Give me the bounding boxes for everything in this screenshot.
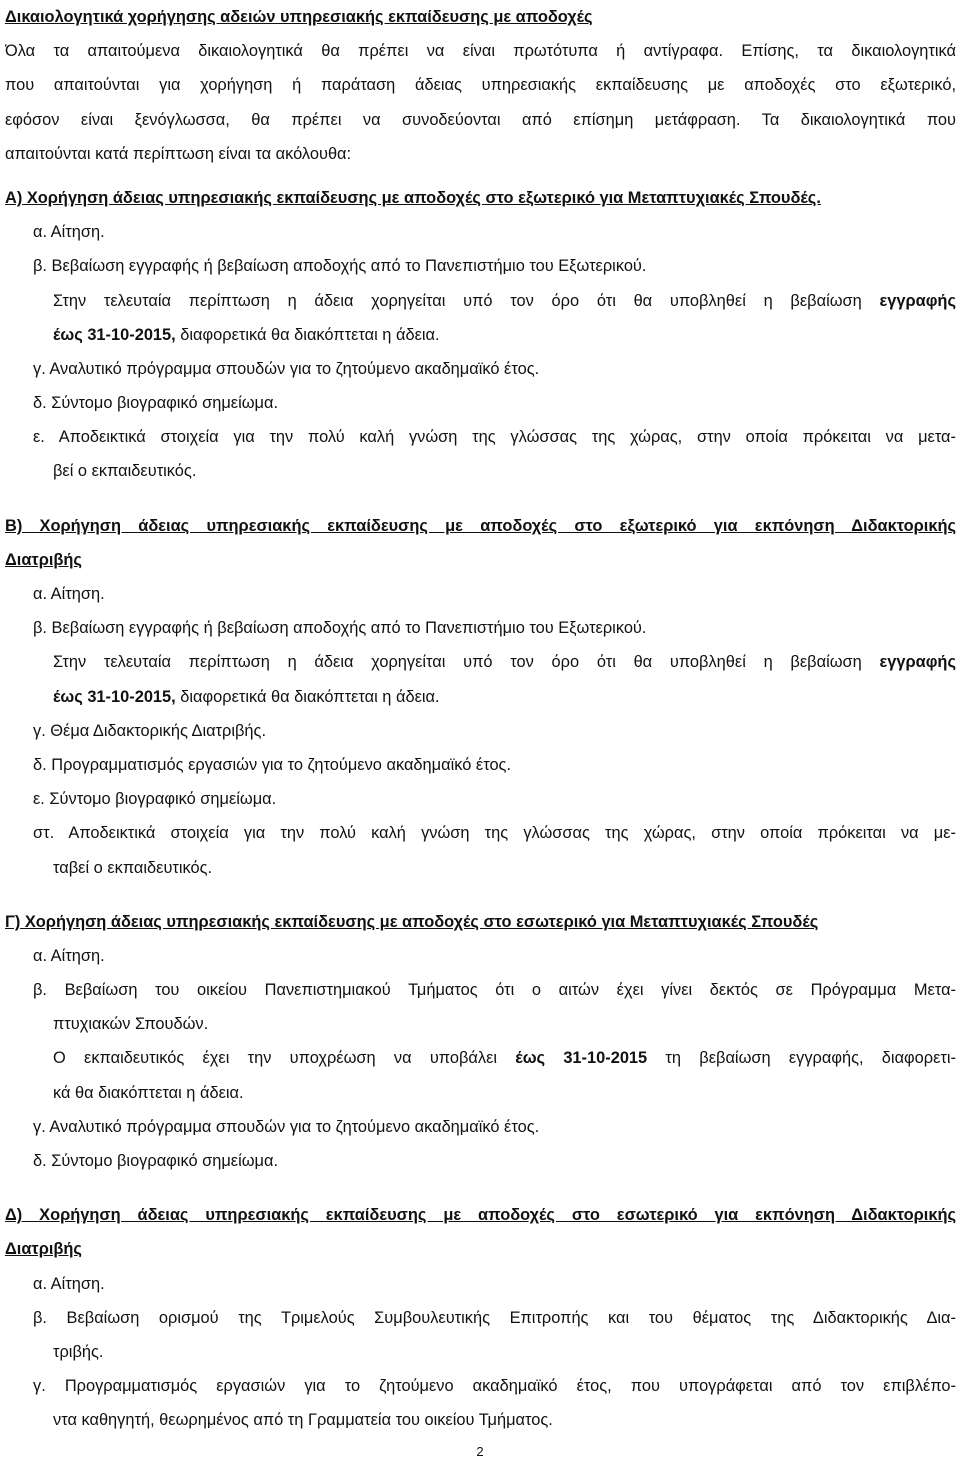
obligation-note-continuation: κά θα διακόπτεται η άδεια.	[53, 1083, 244, 1102]
list-item: στ. Αποδεικτικά στοιχεία για την πολύ καλή γνώση της γλώσσας της χώρας, στην οποία πρόκειται να με-	[33, 824, 956, 843]
note-text: διαφορετικά θα διακόπτεται η άδεια.	[175, 325, 440, 344]
list-item: β. Βεβαίωση του οικείου Πανεπιστημιακού Τμήματος ότι ο αιτών έχει γίνει δεκτός σε Πρόγραμμα Μετα-	[33, 981, 956, 1000]
note-bold-text: εγγραφής	[879, 291, 956, 310]
note-text: διαφορετικά θα διακόπτεται η άδεια.	[175, 687, 440, 706]
section-b-heading: Β) Χορήγηση άδειας υπηρεσιακής εκπαίδευσης με αποδοχές στο εξωτερικό για εκπόνηση Διδακτορικής	[5, 516, 956, 535]
list-item: δ. Σύντομο βιογραφικό σημείωμα.	[33, 394, 279, 413]
conditional-note	[5, 284, 956, 318]
list-item: β. Βεβαίωση εγγραφής ή βεβαίωση αποδοχής από το Πανεπιστήμιο του Εξωτερικού.	[33, 257, 647, 276]
list-item: δ. Προγραμματισμός εργασιών για το ζητούμενο ακαδημαϊκό έτος.	[33, 755, 512, 774]
document-title: Δικαιολογητικά χορήγησης αδειών υπηρεσιακής εκπαίδευσης με αποδοχές	[5, 8, 593, 26]
list-item: δ. Σύντομο βιογραφικό σημείωμα.	[33, 1152, 279, 1170]
conditional-note	[5, 645, 956, 679]
intro-paragraph	[5, 34, 956, 171]
section-d-heading-continuation	[5, 1232, 956, 1266]
list-item: γ. Θέμα Διδακτορικής Διατριβής.	[33, 721, 266, 740]
list-item: α. Αίτηση.	[33, 223, 105, 242]
list-item-continuation: βεί ο εκπαιδευτικός.	[53, 462, 197, 481]
list-item: β. Βεβαίωση ορισμού της Τριμελούς Συμβουλευτικής Επιτροπής και του θέματος της Διδακτορικής Δια-	[33, 1308, 956, 1327]
conditional-note	[5, 680, 956, 714]
list-item: α. Αίτηση.	[33, 585, 105, 603]
list-item: γ. Αναλυτικό πρόγραμμα σπουδών για το ζητούμενο ακαδημαϊκό έτος.	[33, 1117, 540, 1136]
note-deadline: έως 31-10-2015,	[53, 687, 176, 706]
list-item: α. Αίτηση.	[33, 1274, 105, 1293]
note-text: τη βεβαίωση εγγραφής, διαφορετι-	[647, 1049, 956, 1068]
page-number: 2	[476, 1444, 484, 1459]
section-d-heading: Δ) Χορήγηση άδειας υπηρεσιακής εκπαίδευσης με αποδοχές στο εσωτερικό για εκπόνηση Διδακτορικής	[5, 1206, 956, 1225]
section-a-heading: Α) Χορήγηση άδειας υπηρεσιακής εκπαίδευσης με αποδοχές στο εξωτερικό για Μεταπτυχιακές Σπουδές.	[5, 188, 821, 207]
note-text: Στην τελευταία περίπτωση η άδεια χορηγείται υπό τον όρο ότι θα υποβληθεί η βεβαίωση	[53, 291, 862, 310]
list-item: γ. Αναλυτικό πρόγραμμα σπουδών για το ζητούμενο ακαδημαϊκό έτος.	[33, 359, 540, 378]
list-item-continuation: πτυχιακών Σπουδών.	[53, 1015, 209, 1034]
heading-text: Διατριβής	[5, 550, 82, 569]
list-item: α. Αίτηση.	[33, 946, 105, 965]
section-b-heading-continuation	[5, 543, 956, 577]
note-deadline: έως 31-10-2015	[515, 1049, 648, 1068]
section-c	[5, 905, 956, 1179]
intro-line: εφόσον είναι ξενόγλωσσα, θα πρέπει να συνοδεύονται από επίσημη μετάφραση. Τα δικαιολογητικά που	[5, 110, 956, 129]
list-item: ε. Αποδεικτικά στοιχεία για την πολύ καλή γνώση της γλώσσας της χώρας, στην οποία πρόκειται να μετα-	[33, 428, 956, 447]
heading-text: Διατριβής	[5, 1240, 82, 1259]
obligation-note	[5, 1041, 956, 1075]
note-text: Στην τελευταία περίπτωση η άδεια χορηγείται υπό τον όρο ότι θα υποβληθεί η βεβαίωση	[53, 653, 862, 672]
list-item: ε. Σύντομο βιογραφικό σημείωμα.	[33, 790, 277, 809]
section-c-heading: Γ) Χορήγηση άδειας υπηρεσιακής εκπαίδευσης με αποδοχές στο εσωτερικό για Μεταπτυχιακές Σπουδές	[5, 912, 819, 931]
list-item-continuation: ταβεί ο εκπαιδευτικός.	[53, 858, 213, 877]
list-item-continuation: τριβής.	[53, 1342, 104, 1361]
section-b	[5, 509, 956, 885]
note-bold-text: εγγραφής	[879, 653, 956, 672]
note-text: Ο εκπαιδευτικός έχει την υποχρέωση να υποβάλει	[53, 1049, 516, 1068]
note-deadline: έως 31-10-2015,	[53, 325, 176, 344]
conditional-note	[5, 318, 956, 352]
list-item-continuation: ντα καθηγητή, θεωρημένος από τη Γραμματεία του οικείου Τμήματος.	[53, 1411, 553, 1430]
intro-line: απαιτούνται κατά περίπτωση είναι τα ακόλουθα:	[5, 144, 352, 163]
intro-line: Όλα τα απαιτούμενα δικαιολογητικά θα πρέπει να είναι πρωτότυπα ή αντίγραφα. Επίσης, τα δικαιολογητικά	[5, 42, 956, 61]
section-d	[5, 1198, 956, 1437]
list-item: γ. Προγραμματισμός εργασιών για το ζητούμενο ακαδημαϊκό έτος, που υπογράφεται από τον επιβλέπο-	[33, 1377, 956, 1396]
list-item: β. Βεβαίωση εγγραφής ή βεβαίωση αποδοχής από το Πανεπιστήμιο του Εξωτερικού.	[33, 619, 647, 638]
section-a	[5, 181, 956, 489]
intro-line: που απαιτούνται για χορήγηση ή παράταση άδειας υπηρεσιακής εκπαίδευσης με αποδοχές στο εξωτερικό,	[5, 76, 956, 95]
